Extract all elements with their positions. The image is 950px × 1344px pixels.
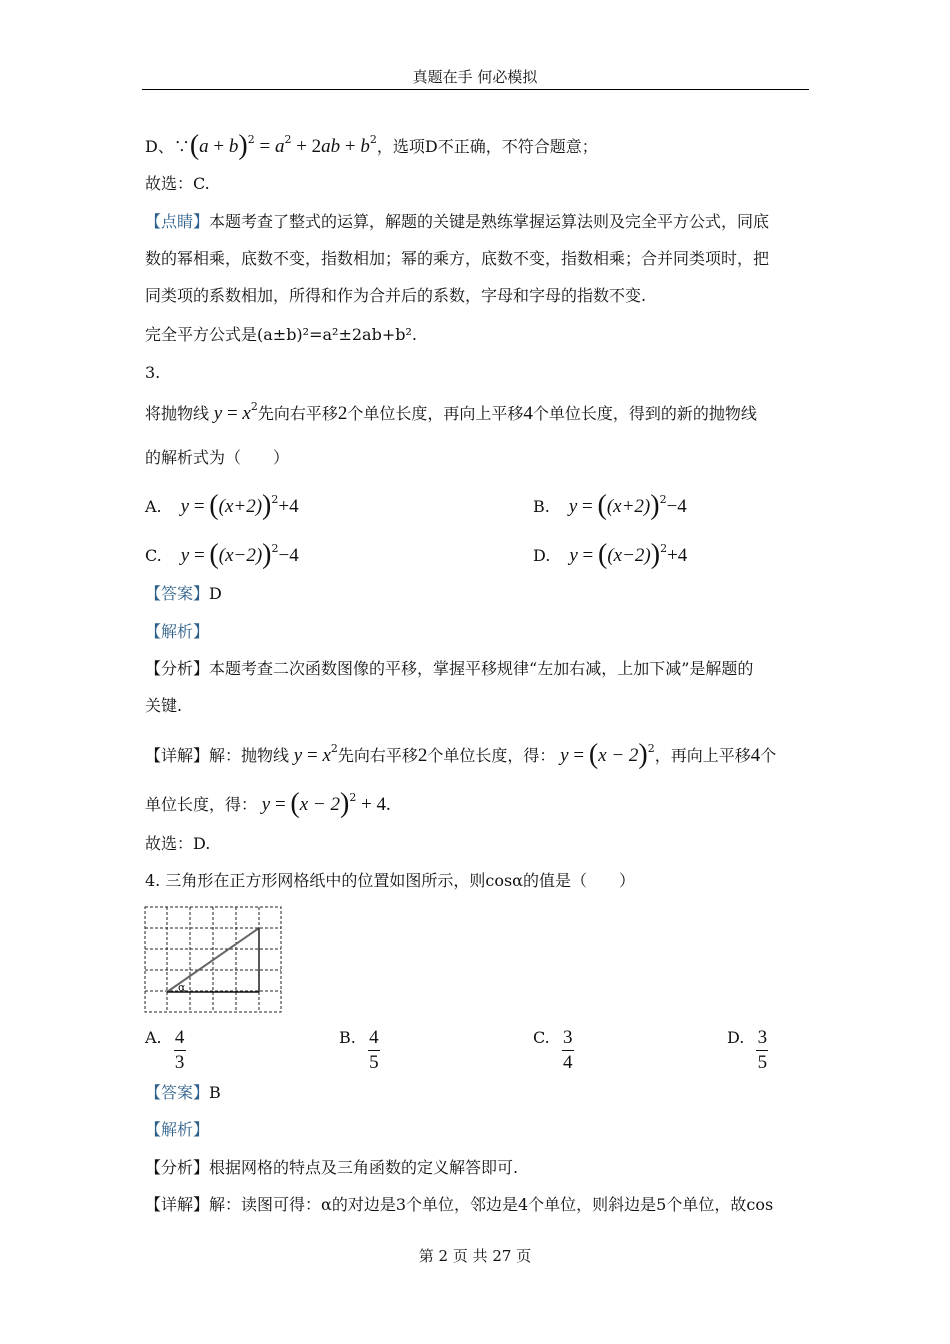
q3-option-c: C. $y = ((x-2))^2-4$ xyxy=(145,539,299,570)
question-3-stem-2: 的解析式为（ ） xyxy=(145,448,290,467)
formula-line: 完全平方公式是(a±b)²=a²±2ab+b². xyxy=(145,325,417,344)
page-header: 真题在手 何必模拟 xyxy=(412,68,538,86)
grid-triangle-figure xyxy=(144,906,284,1016)
xiangjie-q3-line-2: 单位长度，得： $y = (x - 2)^2 + 4$. xyxy=(145,788,391,819)
answer-q4: 【答案】B xyxy=(145,1083,221,1102)
option-d-explanation: D、∵(a + $b)^2 = a^2 + 2ab + b^2$，选项D不正确，不符合题意； xyxy=(145,130,598,161)
question-3-stem: 将抛物线 $y = x^2$先向右平移2个单位长度，再向上平移4个单位长度，得到的新的抛物线 xyxy=(145,400,757,424)
fenxi-q4: 【分析】根据网格的特点及三角函数的定义解答即可. xyxy=(145,1158,519,1177)
xiangjie-q4: 【详解】解：读图可得：α的对边是3个单位，邻边是4个单位，则斜边是5个单位，故cos xyxy=(145,1195,774,1214)
answer-q3: 【答案】D xyxy=(145,584,222,603)
dianjing-line-2: 数的幂相乘，底数不变，指数相加；幂的乘方，底数不变，指数相乘；合并同类项时，把 xyxy=(145,249,770,268)
question-3-number: 3. xyxy=(145,363,161,382)
fenxi-q3-line-1: 【分析】本题考查二次函数图像的平移，掌握平移规律“左加右减，上加下减”是解题的 xyxy=(145,659,754,678)
q4-option-c: C. $\frac{3}{4}$ xyxy=(533,1027,573,1073)
q4-option-d: D. $\frac{3}{5}$ xyxy=(727,1027,768,1073)
question-4-stem: 4. 三角形在正方形网格纸中的位置如图所示，则cosα的值是（ ） xyxy=(145,871,635,890)
jiexi-q4: 【解析】 xyxy=(145,1120,210,1139)
fenxi-q3-line-2: 关键. xyxy=(145,696,183,715)
q3-option-b: B. $y = ((x+2))^2-4$ xyxy=(533,490,687,521)
jiexi-q3: 【解析】 xyxy=(145,622,210,641)
choose-d: 故选：D. xyxy=(145,834,211,853)
page-footer: 第 2 页 共 27 页 xyxy=(418,1247,532,1265)
angle-alpha-label: α xyxy=(178,981,186,994)
q4-option-a: A. $\frac{4}{3}$ xyxy=(145,1027,185,1073)
q4-option-b: B. $\frac{4}{5}$ xyxy=(339,1027,379,1073)
q3-option-d: D. $y = ((x-2))^2+4$ xyxy=(533,539,688,570)
choose-c: 故选：C. xyxy=(145,174,210,193)
dianjing-line-3: 同类项的系数相加，所得和作为合并后的系数，字母和字母的指数不变. xyxy=(145,286,647,305)
dianjing-line-1: 【点睛】本题考查了整式的运算，解题的关键是熟练掌握运算法则及完全平方公式，同底 xyxy=(145,212,770,231)
xiangjie-q3-line-1: 【详解】解：抛物线 $y = x^2$先向右平移2个单位长度，得： $y = (x - 2)^2$，再向上平移4个 xyxy=(145,739,777,770)
header-rule xyxy=(142,89,809,90)
q3-option-a: A. $y = ((x+2))^2+4$ xyxy=(145,490,299,521)
